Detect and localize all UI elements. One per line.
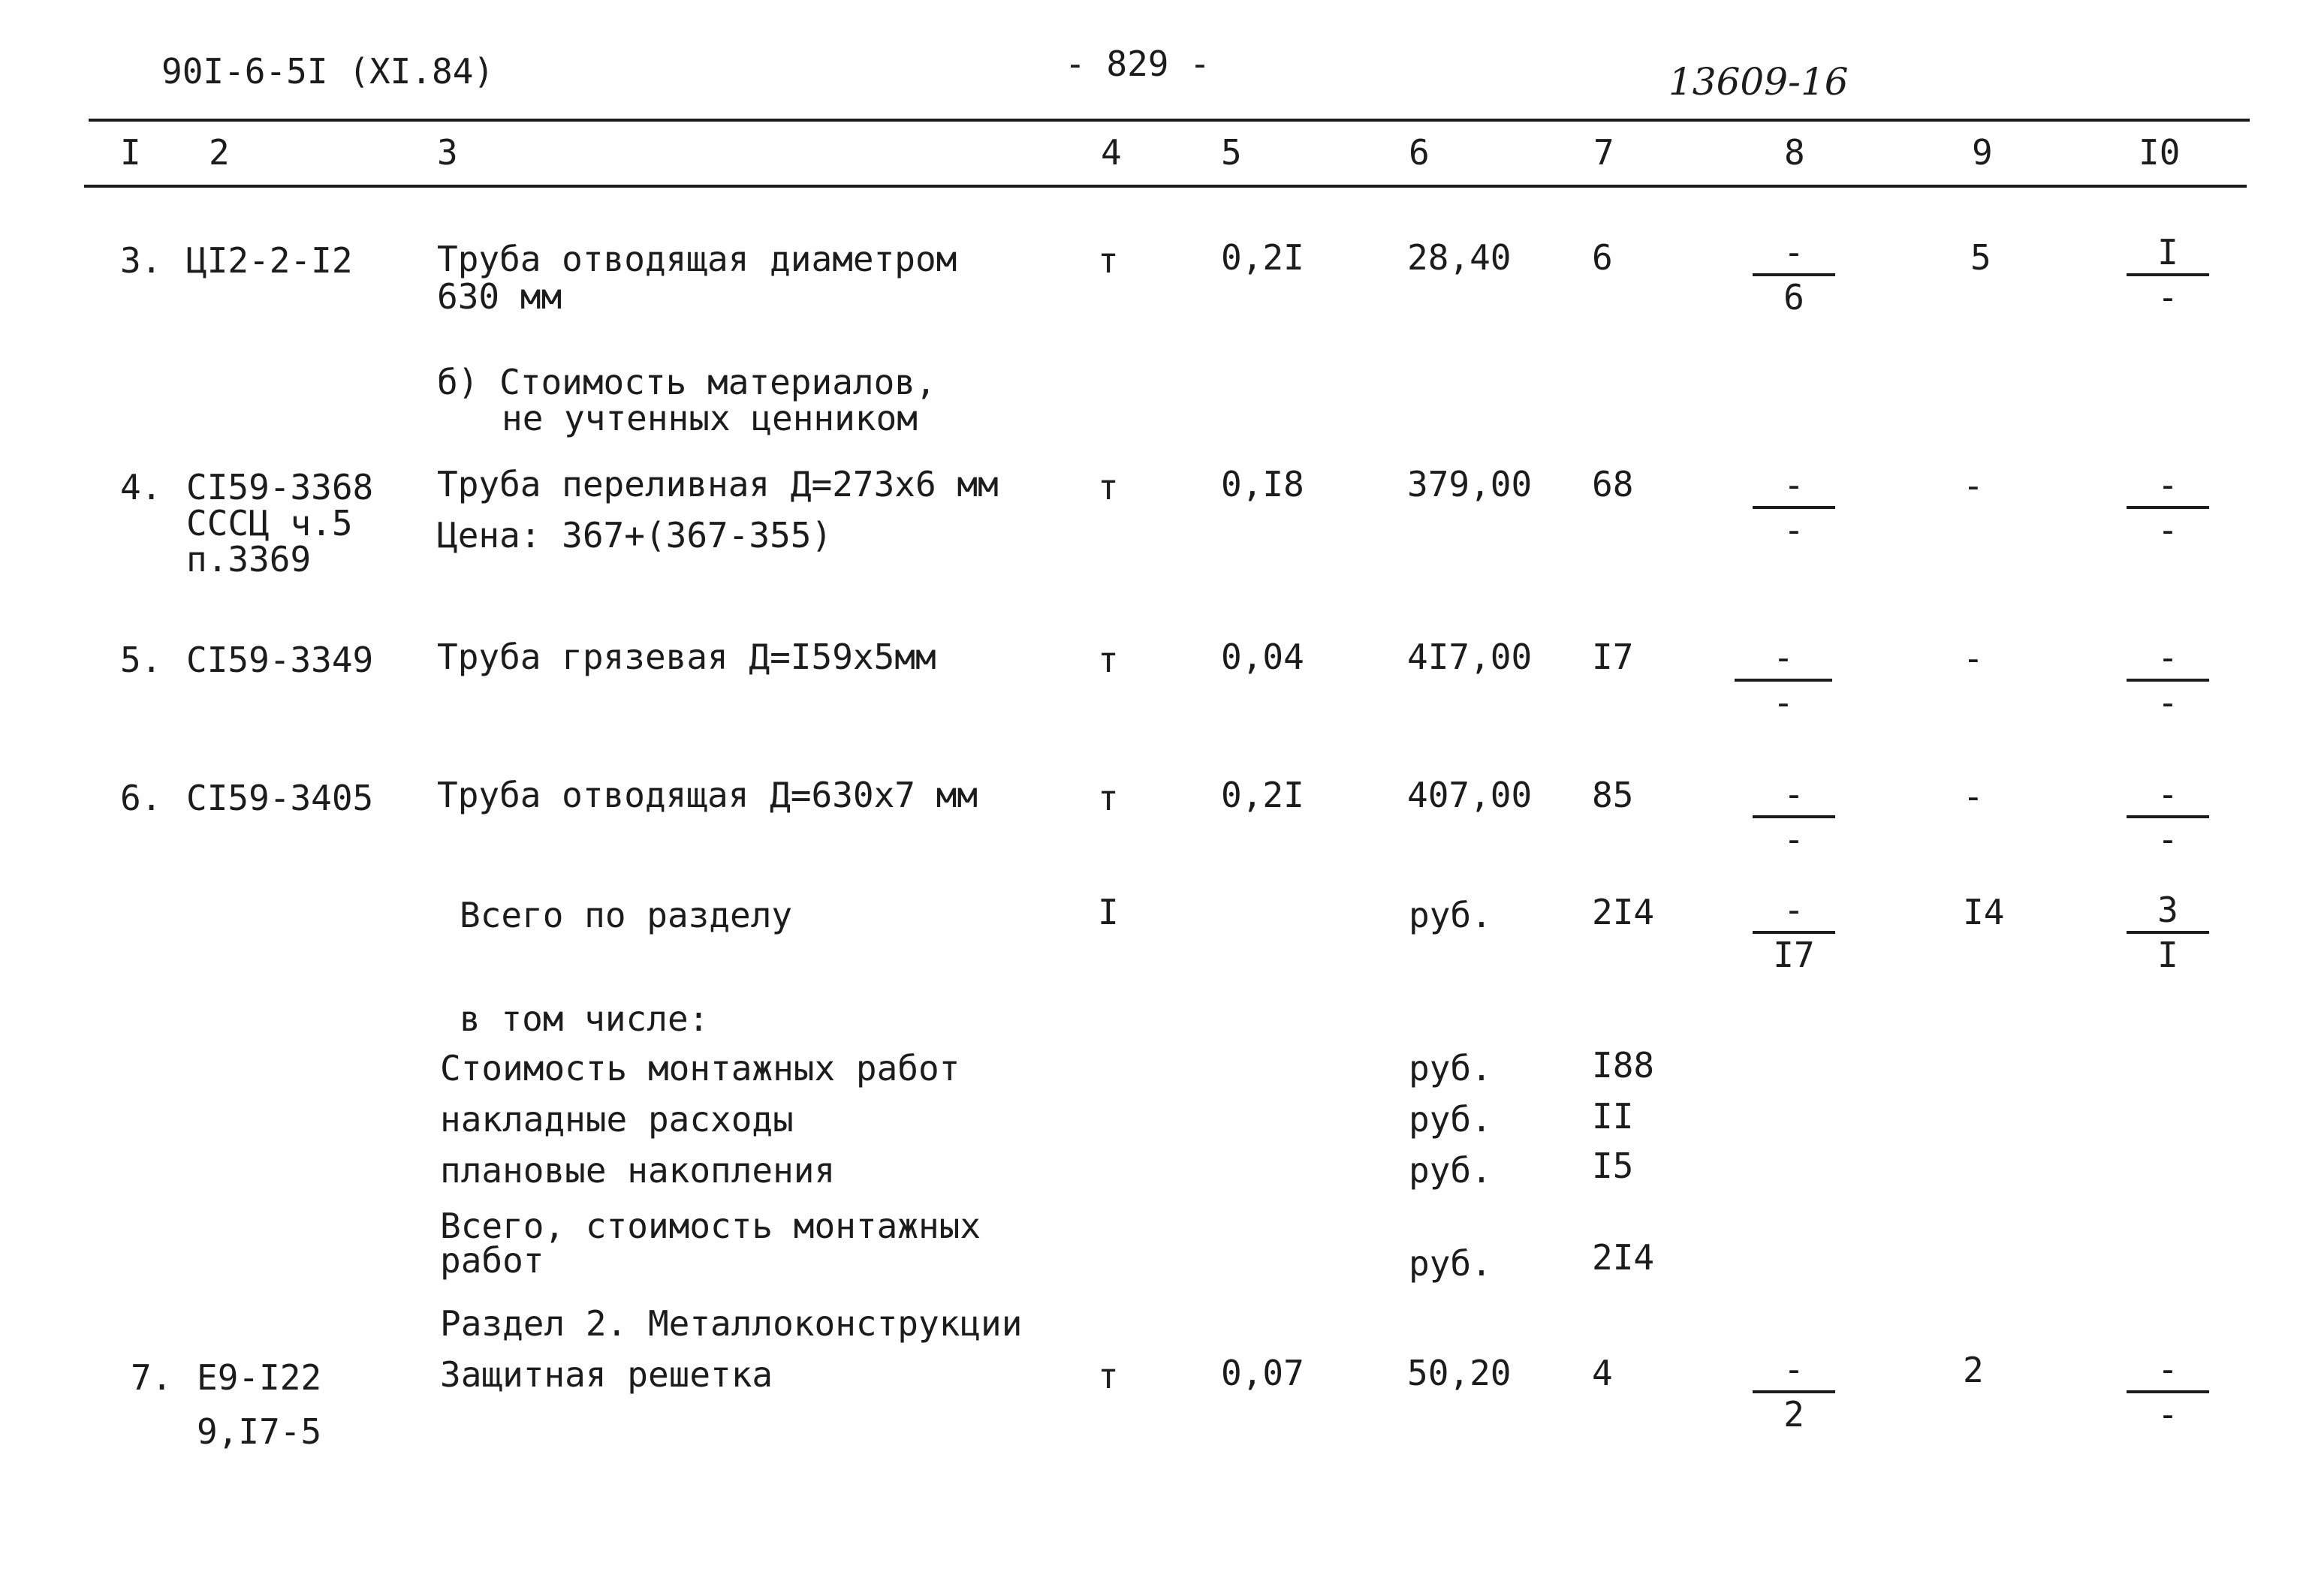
breakdown-label: плановые накопления <box>440 1150 836 1191</box>
row-unit-price: 4I7,00 <box>1407 637 1533 677</box>
row-code: п.3369 <box>186 539 312 580</box>
row-total-cost: 85 <box>1592 775 1634 815</box>
breakdown-unit: руб. <box>1409 1048 1492 1089</box>
row-description: Труба отводящая Д=630х7 мм <box>437 775 978 815</box>
breakdown-value: I5 <box>1592 1146 1634 1186</box>
row-col10-fraction: - - <box>2127 775 2209 859</box>
breakdown-unit: руб. <box>1409 1099 1492 1140</box>
section-b-title: б) Стоимость материалов, <box>437 362 936 402</box>
row-col8-fraction: - - <box>1753 775 1835 859</box>
breakdown-label: Всего, стоимость монтажных <box>440 1206 981 1246</box>
row-total-cost: 6 <box>1592 237 1613 278</box>
row-col8-fraction: - 2 <box>1753 1350 1835 1434</box>
row-col10-fraction: - - <box>2127 1350 2209 1434</box>
breakdown-unit: руб. <box>1409 1150 1492 1191</box>
section-total-label: Всего по разделу <box>460 895 793 935</box>
breakdown-value: 2I4 <box>1592 1237 1655 1278</box>
column-header-1: I <box>120 132 141 173</box>
row-col8-fraction: - - <box>1753 465 1835 550</box>
row-code: CI59-3349 <box>186 640 374 680</box>
document-code: 90I-6-5I (XI.84) <box>161 51 495 92</box>
column-header-3: 3 <box>437 132 458 173</box>
row-col9: - <box>1963 638 1984 679</box>
including-label: в том числе: <box>460 998 710 1039</box>
section-total-col8-fraction: - I7 <box>1753 890 1835 974</box>
row-unit: т <box>1098 778 1119 818</box>
row-unit: т <box>1098 240 1119 281</box>
row-unit: т <box>1098 1356 1119 1396</box>
row-description: Труба переливная Д=273х6 мм <box>437 464 999 504</box>
row-unit: т <box>1098 467 1119 507</box>
row-unit: т <box>1098 640 1119 680</box>
row-col10-fraction: I - <box>2127 233 2209 317</box>
page-number: - 829 - <box>1065 44 1210 84</box>
breakdown-label: Стоимость монтажных работ <box>440 1048 960 1089</box>
row-code: 9,I7-5 <box>197 1411 322 1452</box>
section-b-subtitle: не учтенных ценником <box>502 398 918 438</box>
row-col9: - <box>1963 776 1984 817</box>
row-description: Защитная решетка <box>440 1354 773 1395</box>
header-top-rule <box>89 119 2250 122</box>
column-header-5: 5 <box>1221 132 1242 173</box>
row-number: 3. <box>120 240 162 281</box>
row-unit-price: 28,40 <box>1407 237 1512 278</box>
column-header-6: 6 <box>1409 132 1430 173</box>
row-description: Труба грязевая Д=I59х5мм <box>437 637 936 677</box>
breakdown-value: II <box>1592 1096 1634 1137</box>
row-quantity: 0,04 <box>1221 637 1304 677</box>
row-quantity: 0,07 <box>1221 1353 1304 1393</box>
row-col10-fraction: - - <box>2127 638 2209 722</box>
column-header-9: 9 <box>1972 132 1993 173</box>
row-number: 6. <box>120 778 162 818</box>
row-price-note: Цена: 367+(367-355) <box>437 515 833 556</box>
row-col9: 5 <box>1970 237 1991 278</box>
row-quantity: 0,I8 <box>1221 464 1304 504</box>
row-code: CI59-3405 <box>186 778 374 818</box>
row-description: 630 мм <box>437 276 562 317</box>
row-col9: - <box>1963 465 1984 506</box>
row-quantity: 0,2I <box>1221 775 1304 815</box>
row-code: СССЦ ч.5 <box>186 503 353 544</box>
row-col9: 2 <box>1963 1350 1984 1390</box>
column-header-2: 2 <box>209 132 230 173</box>
row-col10-fraction: - - <box>2127 465 2209 550</box>
row-number: 7. <box>131 1357 173 1398</box>
row-unit-price: 407,00 <box>1407 775 1533 815</box>
row-code: CI59-3368 <box>186 467 374 507</box>
row-description: Труба отводящая диаметром <box>437 239 957 279</box>
column-header-8: 8 <box>1784 132 1805 173</box>
row-code: Е9-I22 <box>197 1357 322 1398</box>
section-2-title: Раздел 2. Металлоконструкции <box>440 1303 1023 1344</box>
breakdown-label: накладные расходы <box>440 1099 794 1140</box>
row-number: 5. <box>120 640 162 680</box>
row-code: ЦI2-2-I2 <box>186 240 353 281</box>
row-unit-price: 50,20 <box>1407 1353 1512 1393</box>
column-header-10: I0 <box>2139 132 2181 173</box>
section-total-section-number: I <box>1098 892 1119 932</box>
section-total-unit: руб. <box>1409 895 1492 935</box>
row-total-cost: I7 <box>1592 637 1634 677</box>
section-total-col10-fraction: 3 I <box>2127 890 2209 974</box>
section-total-value: 2I4 <box>1592 892 1655 932</box>
row-col8-fraction: - - <box>1735 638 1832 722</box>
row-total-cost: 4 <box>1592 1353 1613 1393</box>
row-total-cost: 68 <box>1592 464 1634 504</box>
row-quantity: 0,2I <box>1221 237 1304 278</box>
sheet-number: 13609-16 <box>1668 60 1849 104</box>
column-header-7: 7 <box>1593 132 1614 173</box>
breakdown-unit: руб. <box>1409 1243 1492 1284</box>
breakdown-label: работ <box>440 1240 544 1281</box>
row-unit-price: 379,00 <box>1407 464 1533 504</box>
breakdown-value: I88 <box>1592 1045 1655 1086</box>
row-number: 4. <box>120 467 162 507</box>
row-col8-fraction: - 6 <box>1753 233 1835 317</box>
section-total-col9: I4 <box>1963 892 2005 932</box>
header-bottom-rule <box>84 185 2247 188</box>
column-header-4: 4 <box>1101 132 1122 173</box>
